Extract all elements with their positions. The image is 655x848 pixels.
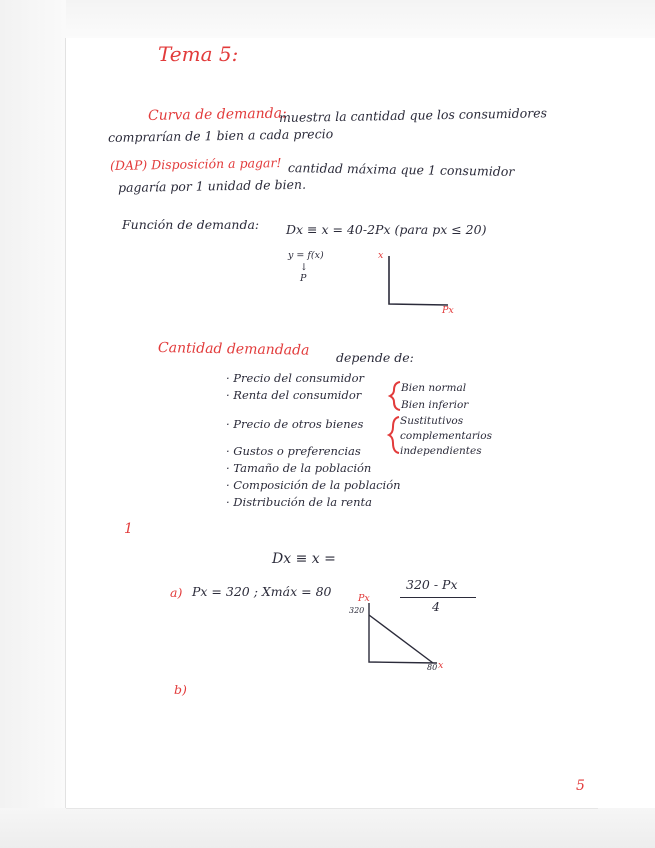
dap-term: (DAP) Disposición a pagar!: [109, 155, 282, 173]
otros-bienes-option: independientes: [400, 445, 482, 457]
funcion-demanda-label: Función de demanda:: [122, 217, 260, 232]
part-a-text: Px = 320 ; Xmáx = 80: [192, 584, 332, 599]
part-b-label: b): [174, 682, 187, 697]
curva-demanda-line1: muestra la cantidad que los consumidores: [278, 105, 548, 125]
demand-line: [369, 615, 433, 663]
exercise-number: 1: [124, 521, 133, 537]
graph2-y-tick: 320: [349, 606, 365, 615]
otros-bienes-option: Sustitutivos: [400, 415, 464, 427]
note-arrow: ↓: [300, 262, 308, 273]
demand-axes-graph: [384, 252, 454, 312]
scan-edge-bottom: [0, 808, 655, 848]
scan-edge-left: [0, 0, 66, 848]
renta-bracket: [388, 380, 402, 412]
factor-item: · Precio de otros bienes: [226, 417, 364, 431]
renta-option: Bien inferior: [401, 399, 469, 411]
part-a-label: a): [170, 585, 183, 600]
graph2-y-label: Px: [358, 593, 370, 604]
curva-demanda-term: Curva de demanda:: [147, 105, 287, 124]
graph2-x-label: x: [438, 660, 444, 671]
formula-denominator: 4: [432, 599, 440, 614]
page-number: 5: [576, 778, 585, 794]
cantidad-demandada-rest: depende de:: [336, 350, 414, 365]
note-p: P: [300, 273, 307, 284]
factor-item: · Precio del consumidor: [226, 371, 364, 385]
cantidad-demandada-term: Cantidad demandada: [157, 340, 310, 359]
formula-numerator: 320 - Px: [406, 577, 458, 592]
dap-line2: pagaría por 1 unidad de bien.: [117, 176, 307, 195]
formula-lhs: Dx ≡ x =: [272, 551, 336, 567]
page-title: Tema 5:: [158, 42, 239, 66]
factor-item: · Tamaño de la población: [226, 461, 372, 475]
scan-edge-top: [0, 0, 655, 38]
notebook-page: [66, 38, 598, 808]
factor-item: · Renta del consumidor: [226, 388, 362, 402]
graph2-x-tick: 80: [427, 663, 438, 672]
dap-line1: cantidad máxima que 1 consumidor: [287, 160, 515, 179]
demand-axes: [389, 256, 448, 305]
otros-bienes-bracket: [387, 415, 401, 455]
otros-bienes-option: complementarios: [400, 430, 492, 442]
graph2-axes: [369, 603, 437, 663]
graph1-x-label: Px: [442, 305, 454, 316]
graph1-y-label: x: [378, 250, 384, 261]
factor-item: · Composición de la población: [226, 478, 401, 492]
factor-item: · Distribución de la renta: [226, 495, 372, 509]
factor-item: · Gustos o preferencias: [226, 444, 361, 458]
curva-demanda-line2: comprarían de 1 bien a cada precio: [107, 126, 334, 145]
funcion-demanda-formula: Dx ≡ x = 40-2Px (para px ≤ 20): [286, 222, 487, 237]
note-function: y = f(x): [288, 250, 324, 261]
renta-option: Bien normal: [401, 382, 467, 394]
